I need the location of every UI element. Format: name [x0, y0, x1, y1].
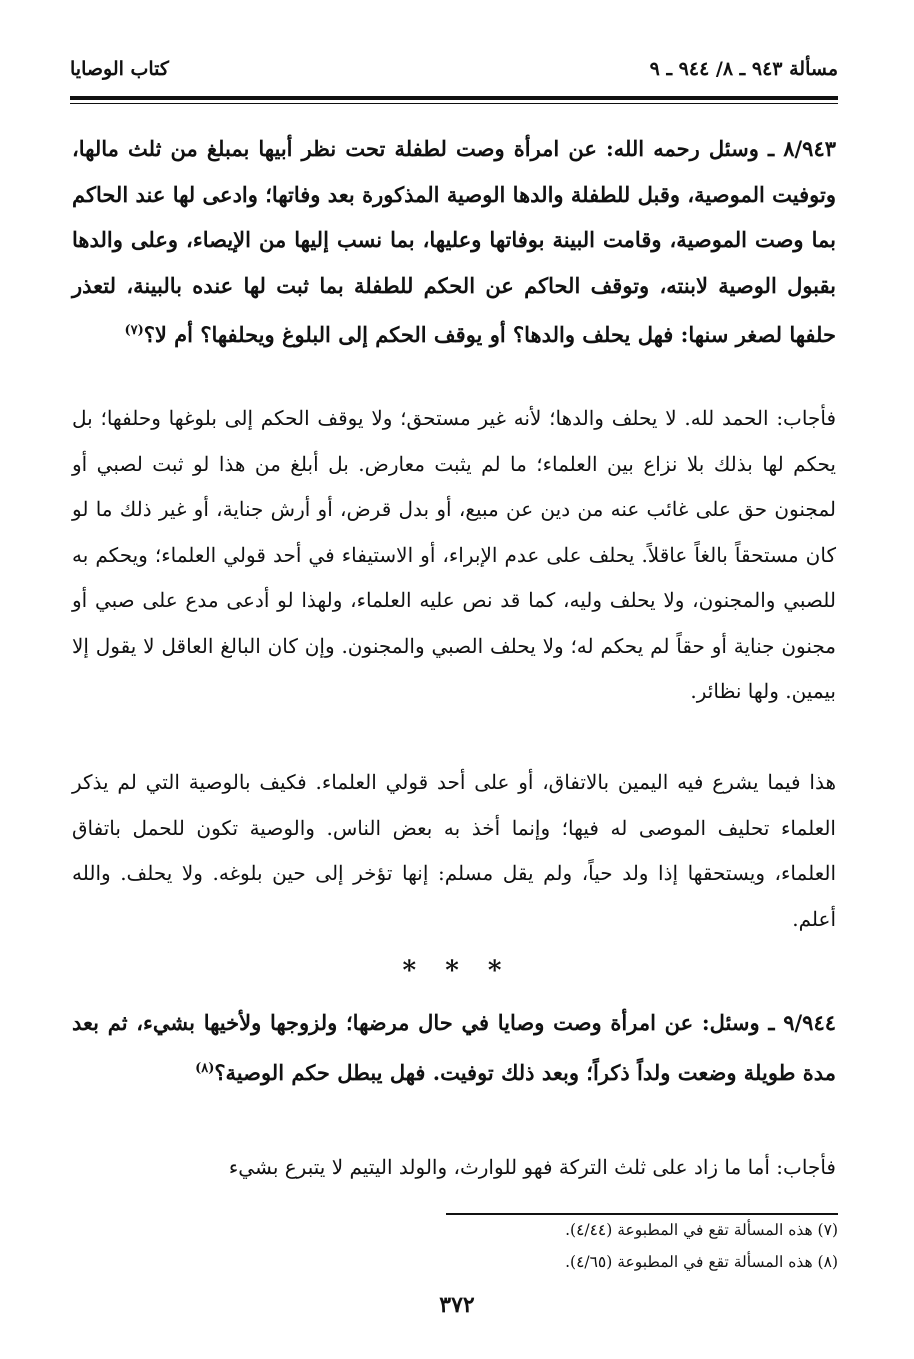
answer-943-paragraph-2: هذا فيما يشرع فيه اليمين بالاتفاق، أو على أحد قولي العلماء. فكيف بالوصية التي لم يذكر العلماء تحليف الموصى له فيها؛ وإنما أخذ به بعض الناس. والوصية تكون للحمل باتفاق العلماء، ويستحقها إذا ولد حياً، ولم يقل مسلم: إنها تؤخر إلى حين بلوغه. ولا يحلف. والله أعلم. [72, 770, 836, 931]
question-943 [72, 126, 836, 358]
header-rule-thin [70, 103, 838, 104]
question-text: وسئل رحمه الله: عن امرأة وصت لطفلة تحت نظر أبيها بمبلغ من ثلث مالها، وتوفيت الموصية، وقبل للطفلة والدها الوصية المذكورة بعد وفاتها؛ وادعى لها عند الحاكم بما وصت الموصية، وقامت البينة بوفاتها وعليها، بما نسب إليها من الإيصاء، وعلى والدها بقبول الوصية لابنته، وتوقف الحاكم عن الحكم للطفلة بما ثبت لها عنده بالبينة، لتعذر حلفها لصغر سنها: فهل يحلف والدها؟ أو يوقف الحكم إلى البلوغ ويحلفها؟ أم لا؟ [72, 136, 836, 347]
chapter-reference: مسألة ٩٤٣ ـ ٨/ ٩٤٤ ـ ٩ [649, 58, 838, 80]
section-separator: * * * [402, 956, 512, 986]
footnote-ref: (٧) [124, 323, 144, 338]
question-number: ٩/٩٤٤ ـ [768, 1010, 837, 1035]
question-text: وسئل: عن امرأة وصت وصايا في حال مرضها؛ ولزوجها ولأخيها بشيء، ثم بعد مدة طويلة وضعت ولداً ذكراً؛ وبعد ذلك توفيت. فهل يبطل حكم الوصية؟ [72, 1010, 836, 1085]
footnote-7: (٧) هذه المسألة تقع في المطبوعة (٤/٤٤). [565, 1221, 838, 1239]
footnote-8: (٨) هذه المسألة تقع في المطبوعة (٤/٦٥). [565, 1253, 838, 1271]
answer-943-paragraph-1: فأجاب: الحمد لله. لا يحلف والدها؛ لأنه غير مستحق؛ ولا يوقف الحكم إلى بلوغها وحلفها؛ بل يحكم لها بذلك بلا نزاع بين العلماء؛ ما لم يثبت معارض. بل أبلغ من هذا لو ثبت لصبي أو لمجنون حق على غائب عنه من دين عن مبيع، أو بدل قرض، أو أرش جناية، أو غير ذلك ما لو كان مستحقاً بالغاً عاقلاً. يحلف على عدم الإبراء، أو الاستيفاء في أحد قولي العلماء؛ ويحكم به للصبي والمجنون، ولا يحلف وليه، كما قد نص عليه العلماء، ولهذا لو أدعى مدع على صبي أو مجنون جناية أو حقاً لم يحكم له؛ ولا يحلف الصبي والمجنون. وإن كان البالغ العاقل لا يقول إلا بيمين. ولها نظائر. [72, 406, 836, 703]
question-number: ٨/٩٤٣ ـ [767, 136, 837, 161]
footnote-rule [446, 1213, 838, 1215]
header-rule-thick [70, 96, 838, 100]
question-944 [72, 1000, 836, 1095]
page-number: ٣٧٢ [439, 1292, 475, 1318]
footnote-ref: (٨) [195, 1060, 215, 1076]
book-title: كتاب الوصايا [70, 58, 169, 80]
answer-944-paragraph-1: فأجاب: أما ما زاد على ثلث التركة فهو للوارث، والولد اليتيم لا يتبرع بشيء [228, 1155, 836, 1179]
running-header [70, 58, 838, 94]
